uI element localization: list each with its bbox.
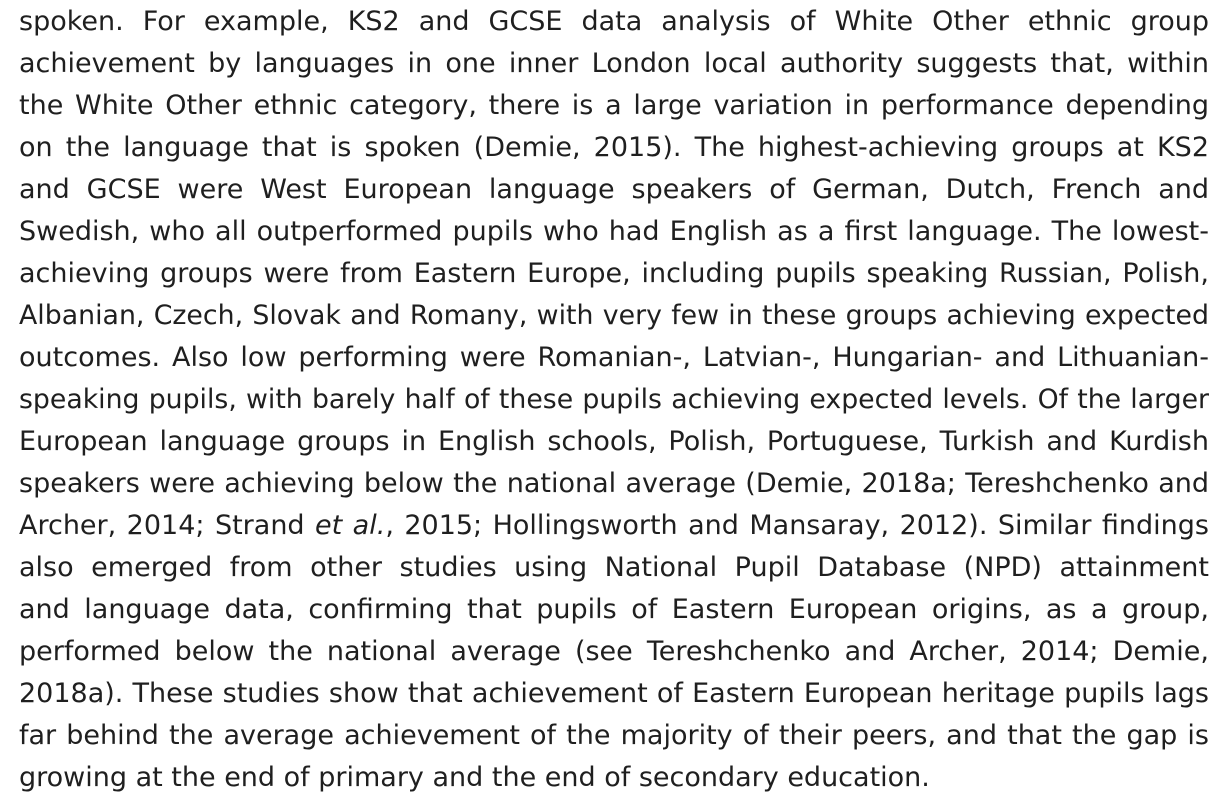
text-line: growing at the end of primary and the end of secondary education. [19, 762, 930, 793]
text-line: the White Other ethnic category, there is a large variation in performance depending [19, 90, 1209, 121]
text-line: Albanian, Czech, Slovak and Romany, with very few in these groups achieving expected [19, 300, 1209, 331]
text-line: outcomes. Also low performing were Romanian-, Latvian-, Hungarian- and Lithuanian- [19, 342, 1209, 373]
text-line: and GCSE were West European language speakers of German, Dutch, French and [19, 174, 1209, 205]
document-body [19, 0, 1209, 799]
body-paragraph [19, 1, 1209, 799]
text-line: far behind the average achievement of the majority of their peers, and that the gap is [19, 720, 1209, 751]
text-line: and language data, confirming that pupils of Eastern European origins, as a group, [19, 594, 1209, 625]
italic-et-al: et al. [315, 510, 386, 541]
text-line: spoken. For example, KS2 and GCSE data analysis of White Other ethnic group [19, 6, 1209, 37]
text-line: 2018a). These studies show that achievement of Eastern European heritage pupils lags [19, 678, 1209, 709]
text-line-citation [19, 505, 1209, 547]
text-line: speaking pupils, with barely half of these pupils achieving expected levels. Of the larger [19, 384, 1209, 415]
text-segment: Archer, 2014; Strand [19, 510, 316, 541]
text-line: performed below the national average (see Tereshchenko and Archer, 2014; Demie, [19, 636, 1209, 667]
text-line: also emerged from other studies using National Pupil Database (NPD) attainment [19, 552, 1209, 583]
text-line: European language groups in English schools, Polish, Portuguese, Turkish and Kurdish [19, 426, 1209, 457]
text-line: on the language that is spoken (Demie, 2015). The highest-achieving groups at KS2 [19, 132, 1209, 163]
text-line: achievement by languages in one inner London local authority suggests that, within [19, 48, 1209, 79]
text-line: achieving groups were from Eastern Europe, including pupils speaking Russian, Polish, [19, 258, 1209, 289]
text-line: speakers were achieving below the national average (Demie, 2018a; Tereshchenko and [19, 468, 1209, 499]
text-segment: , 2015; Hollingsworth and Mansaray, 2012). Similar findings [385, 510, 1209, 541]
text-line: Swedish, who all outperformed pupils who had English as a first language. The lowest- [19, 216, 1209, 247]
